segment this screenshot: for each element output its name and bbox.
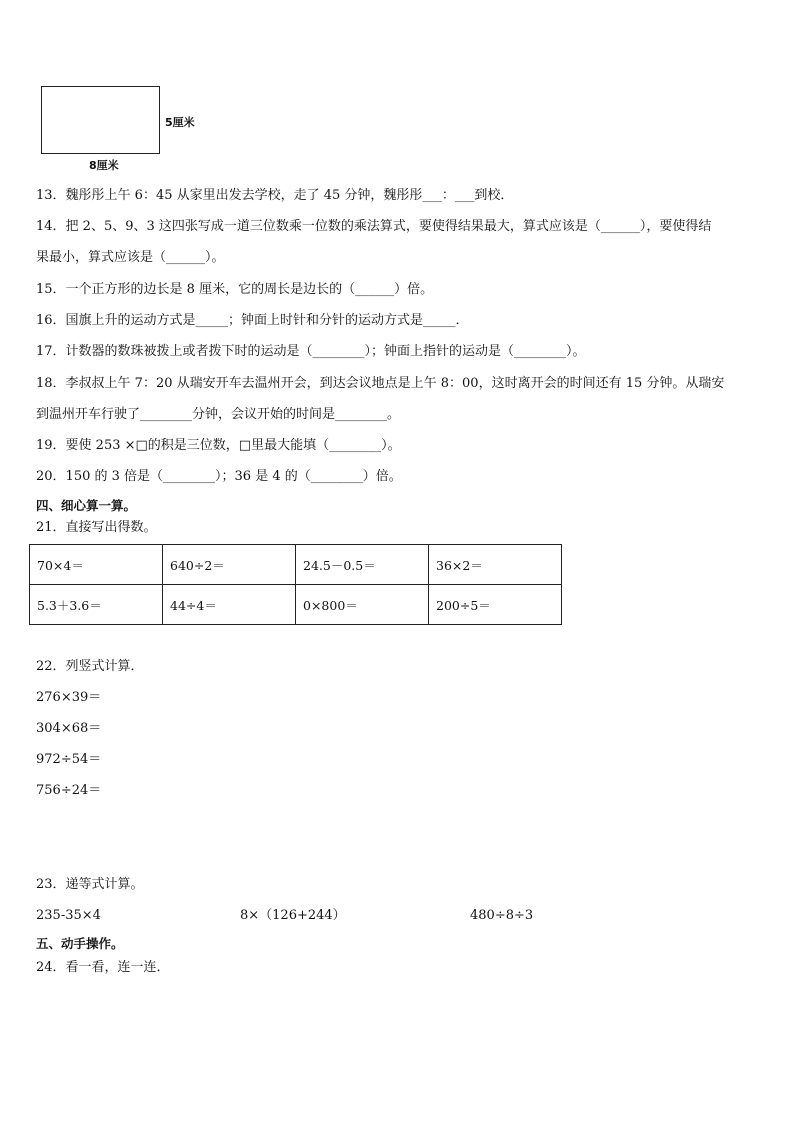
section-4-title: 四、细心算一算。 [36,498,137,513]
vertical-calc-item: 972÷54＝ [36,752,102,767]
question-22: 22．列竖式计算． [36,659,144,674]
vertical-calc-item: 756÷24＝ [36,783,102,798]
mental-math-table [29,544,562,625]
table-cell: 5.3＋3.6＝ [30,585,163,625]
question-19: 19．要使 253 ×□的积是三位数，□里最大能填（________）。 [36,438,401,453]
stepwise-calc-item: 235-35×4 [36,908,101,923]
table-row [30,585,562,625]
table-cell: 36×2＝ [429,545,562,585]
question-16: 16．国旗上升的运动方式是_____；钟面上时针和分针的运动方式是_____． [36,313,469,328]
stepwise-calc-item: 480÷8÷3 [470,908,534,923]
rectangle-height-label: 5厘米 [165,116,195,129]
question-14-line2: 果最小，算式应该是（______）。 [36,250,225,265]
question-14-line1: 14．把 2、5、9、3 这四张写成一道三位数乘一位数的乘法算式，要使得结果最大，算式应该是（______），要使得结 [36,219,712,234]
question-15: 15．一个正方形的边长是 8 厘米，它的周长是边长的（______）倍。 [36,282,434,297]
table-cell: 70×4＝ [30,545,163,585]
table-cell: 0×800＝ [296,585,429,625]
stepwise-calc-item: 8×（126+244） [240,908,346,923]
question-20: 20．150 的 3 倍是（________）；36 是 4 的（________）倍。 [36,469,402,484]
question-24: 24．看一看，连一连． [36,960,170,975]
question-18-line1: 18．李叔叔上午 7：20 从瑞安开车去温州开会，到达会议地点是上午 8：00，这时离开会的时间还有 15 分钟。从瑞安 [36,376,725,391]
question-18-line2: 到温州开车行驶了________分钟，会议开始的时间是________。 [36,407,401,422]
question-17: 17．计数器的数珠被拨上或者拨下时的运动是（________）；钟面上指针的运动是（________）。 [36,344,586,359]
table-cell: 200÷5＝ [429,585,562,625]
section-5-title: 五、动手操作。 [36,936,124,951]
table-row [30,545,562,585]
table-cell: 24.5－0.5＝ [296,545,429,585]
table-cell: 640÷2＝ [163,545,296,585]
question-21: 21．直接写出得数。 [36,520,157,535]
question-23: 23．递等式计算。 [36,877,144,892]
vertical-calc-item: 276×39＝ [36,690,102,705]
table-cell: 44÷4＝ [163,585,296,625]
vertical-calc-item: 304×68＝ [36,721,102,736]
rectangle-figure [41,86,160,154]
question-13: 13．魏彤彤上午 6：45 从家里出发去学校，走了 45 分钟，魏彤彤___：___到校． [36,188,514,203]
rectangle-width-label: 8厘米 [89,159,119,172]
